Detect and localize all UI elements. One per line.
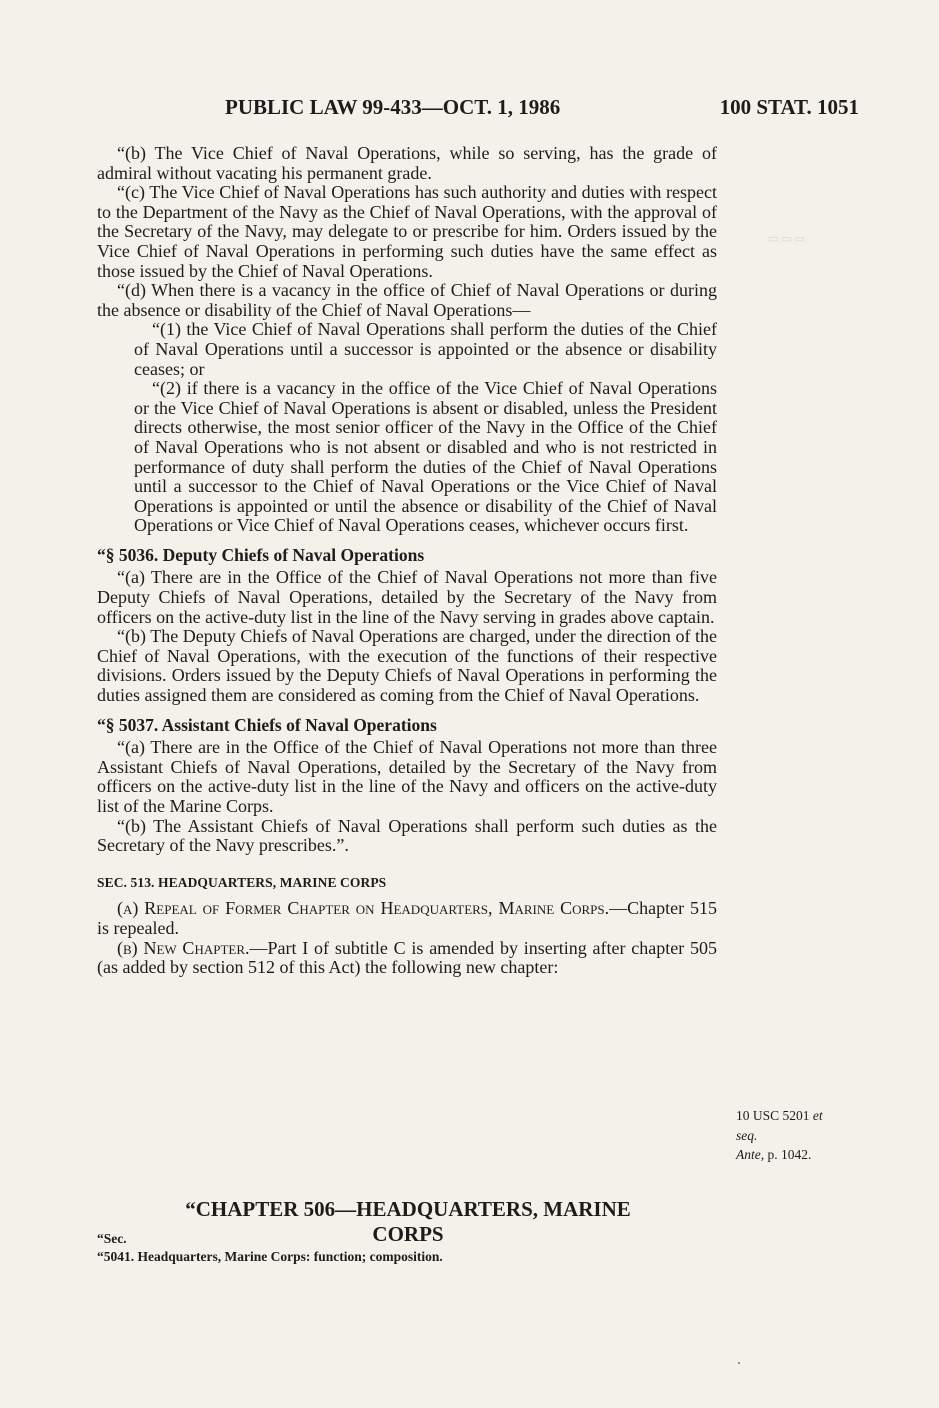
paragraph-5035b: “(b) The Vice Chief of Naval Operations, while so serving, has the grade of admiral without vacating his permanent grade.	[97, 143, 717, 183]
body-text	[97, 144, 717, 978]
header-public-law: PUBLIC LAW 99-433—OCT. 1, 1986	[225, 95, 561, 119]
subsection-text-513a: —Chapter 515 is repealed.	[97, 898, 717, 938]
header-stat-page: 100 STAT. 1051	[719, 95, 859, 119]
section-heading-5036: “§ 5036. Deputy Chiefs of Naval Operations	[97, 544, 425, 565]
chapter-title: “CHAPTER 506—HEADQUARTERS, MARINE CORPS	[185, 1197, 631, 1246]
paragraph-513b	[97, 939, 717, 978]
toc-item-5041: “5041. Headquarters, Marine Corps: function; composition.	[97, 1249, 443, 1264]
clause-5035d2: “(2) if there is a vacancy in the office of the Vice Chief of Naval Operations or the Vice Chief of Naval Operations is absent or disabled, unless the President directs otherwise, the most senior officer of the Navy in the Office of the Chief of Naval Operations who is not absent or disabled and who is not restricted in performance of duty shall perform the duties of the Chief of Naval Operations until a successor to the Chief of Naval Operations or the Vice Chief of Naval Operations is appointed or until the absence or disability of the Chief of Naval Operations or Vice Chief of Naval Operations ceases, whichever occurs first.	[134, 378, 717, 536]
toc-sec-label: “Sec.	[97, 1231, 127, 1246]
paragraph-5035d: “(d) When there is a vacancy in the office of Chief of Naval Operations or during the absence or disability of the Chief of Naval Operations—	[97, 280, 717, 320]
chapter-table-of-contents	[97, 1230, 717, 1266]
paragraph-5036b: “(b) The Deputy Chiefs of Naval Operations are charged, under the direction of the Chief of Naval Operations, with the execution of the functions of their respective divisions. Orders issued by the Deputy Chiefs of Naval Operations in performing the duties assigned them are considered as coming from the Chief of Naval Operations.	[97, 626, 717, 706]
section-heading-sec513: SEC. 513. HEADQUARTERS, MARINE CORPS	[97, 874, 387, 890]
subsection-label-513a: (a) Repeal of Former Chapter on Headquarters, Marine Corps.	[117, 898, 610, 919]
section-heading-5037: “§ 5037. Assistant Chiefs of Naval Operations	[97, 714, 437, 735]
paragraph-5035c: “(c) The Vice Chief of Naval Operations has such authority and duties with respect to the Department of the Navy as the Chief of Naval Operations, with the approval of the Secretary of the Navy, may delegate to or prescribe for him. Orders issued by the Vice Chief of Naval Operations in performing such duties have the same effect as those issued by the Chief of Naval Operations.	[97, 182, 717, 281]
margin-note-et: et	[812, 1108, 823, 1123]
margin-note-ante-page: p. 1042.	[764, 1147, 812, 1162]
subsection-label-513b: (b) New Chapter.	[117, 937, 250, 958]
clause-5035d1: “(1) the Vice Chief of Naval Operations shall perform the duties of the Chief of Naval Operations until a successor is appointed or the absence or disability ceases; or	[134, 319, 717, 379]
margin-note-usc	[736, 1106, 866, 1145]
subsection-text-513b: —Part I of subtitle C is amended by inserting after chapter 505 (as added by section 512 of this Act) the following new chapter:	[97, 937, 717, 978]
paragraph-513a	[97, 899, 717, 938]
bleed-through-mark: ▭ ▭ ▭	[768, 233, 805, 245]
scan-speck	[738, 1362, 740, 1364]
margin-note-ante	[736, 1145, 866, 1165]
margin-note-seq: seq.	[736, 1127, 758, 1143]
paragraph-5037a: “(a) There are in the Office of the Chief of Naval Operations not more than three Assistant Chiefs of Naval Operations, detailed by the Secretary of the Navy from officers on the active-duty list in the line of the Navy and officers on the active-duty list of the Marine Corps.	[97, 737, 717, 816]
paragraph-5036a: “(a) There are in the Office of the Chief of Naval Operations not more than five Deputy Chiefs of Naval Operations, detailed by the Secretary of the Navy from officers on the active-duty list in the line of the Navy serving in grades above captain.	[97, 567, 717, 627]
margin-note-usc-cite: 10 USC 5201	[736, 1108, 813, 1123]
margin-note-ante-label: Ante,	[736, 1147, 765, 1162]
paragraph-5037b: “(b) The Assistant Chiefs of Naval Operations shall perform such duties as the Secretary of the Navy prescribes.”.	[97, 815, 717, 856]
